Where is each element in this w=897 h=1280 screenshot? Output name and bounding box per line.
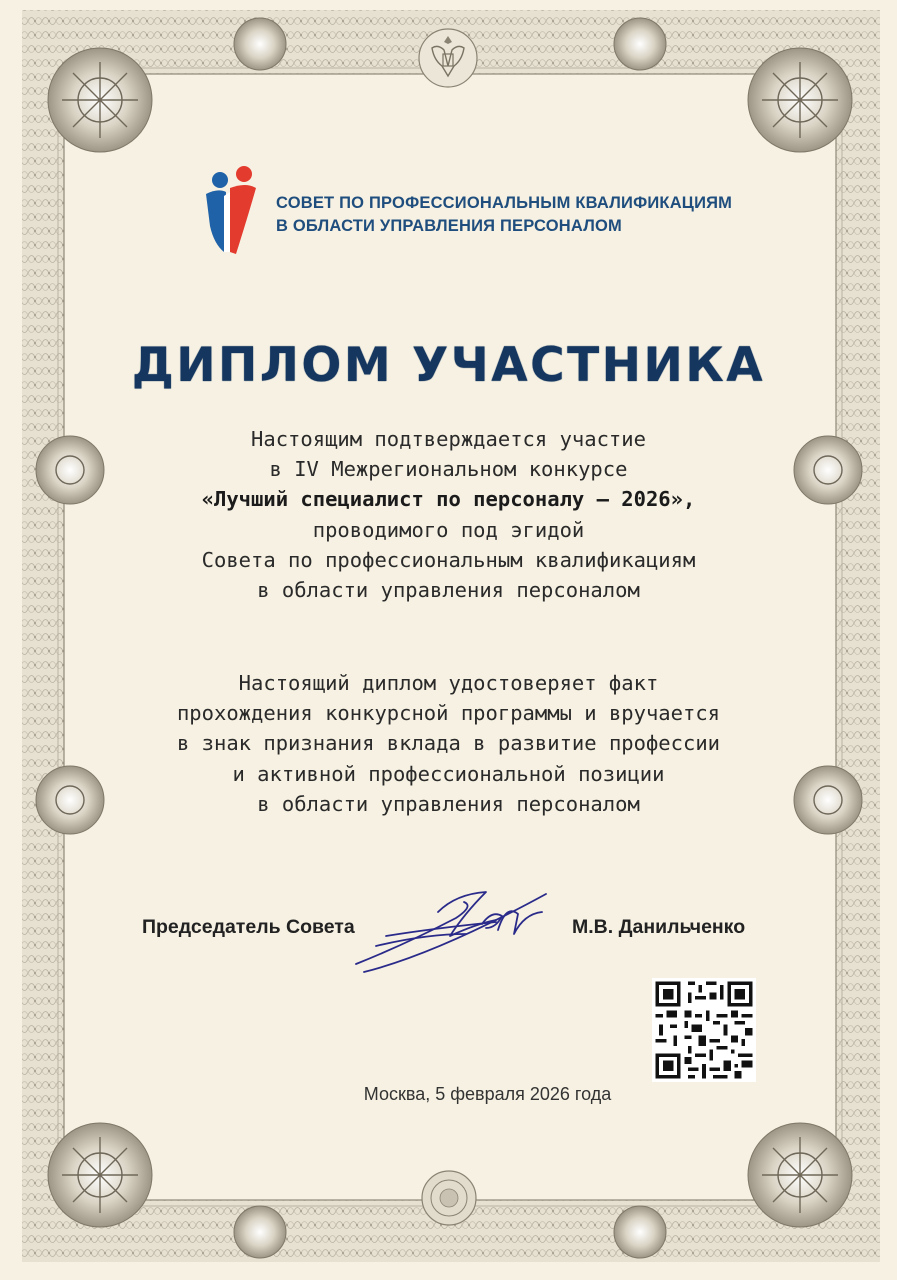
paragraph-line: в области управления персоналом [257, 791, 640, 816]
handwritten-signature-icon [346, 884, 562, 980]
paragraph-line: в области управления персоналом [257, 578, 640, 603]
two-people-logo-icon [196, 166, 262, 258]
contest-name: «Лучший специалист по персоналу – 2026», [201, 487, 696, 512]
paragraph-line: и активной профессиональной позиции [232, 761, 665, 786]
paragraph-line: Настоящий диплом удостоверяет факт [238, 671, 659, 695]
paragraph-line: Настоящим подтверждается участие [251, 427, 646, 451]
coat-of-arms-icon [418, 26, 478, 90]
paragraph-line: прохождения конкурсной программы и вручается [176, 701, 721, 726]
rosette-seal-icon [420, 1168, 478, 1228]
organization-name [276, 192, 796, 238]
confirmation-paragraph [60, 424, 837, 605]
paragraph-line: в IV Межрегиональном конкурсе [269, 457, 628, 482]
place-and-date: Москва, 5 февраля 2026 года [363, 1084, 612, 1104]
paragraph-line: Совета по профессиональным квалификациям [201, 547, 696, 572]
diploma-title: ДИПЛОМ УЧАСТНИКА [131, 338, 766, 393]
paragraph-line: проводимого под эгидой [312, 517, 585, 542]
certification-paragraph [60, 668, 837, 819]
paragraph-line: в знак признания вклада в развитие профессии [176, 731, 721, 756]
organization-name-line1: СОВЕТ ПО ПРОФЕССИОНАЛЬНЫМ КВАЛИФИКАЦИЯМ [276, 194, 733, 212]
organization-name-line2: В ОБЛАСТИ УПРАВЛЕНИЯ ПЕРСОНАЛОМ [276, 217, 622, 235]
signatory-role: Председатель Совета [142, 916, 355, 938]
qr-code-icon [652, 978, 756, 1082]
signatory-name: М.В. Данильченко [572, 916, 746, 938]
